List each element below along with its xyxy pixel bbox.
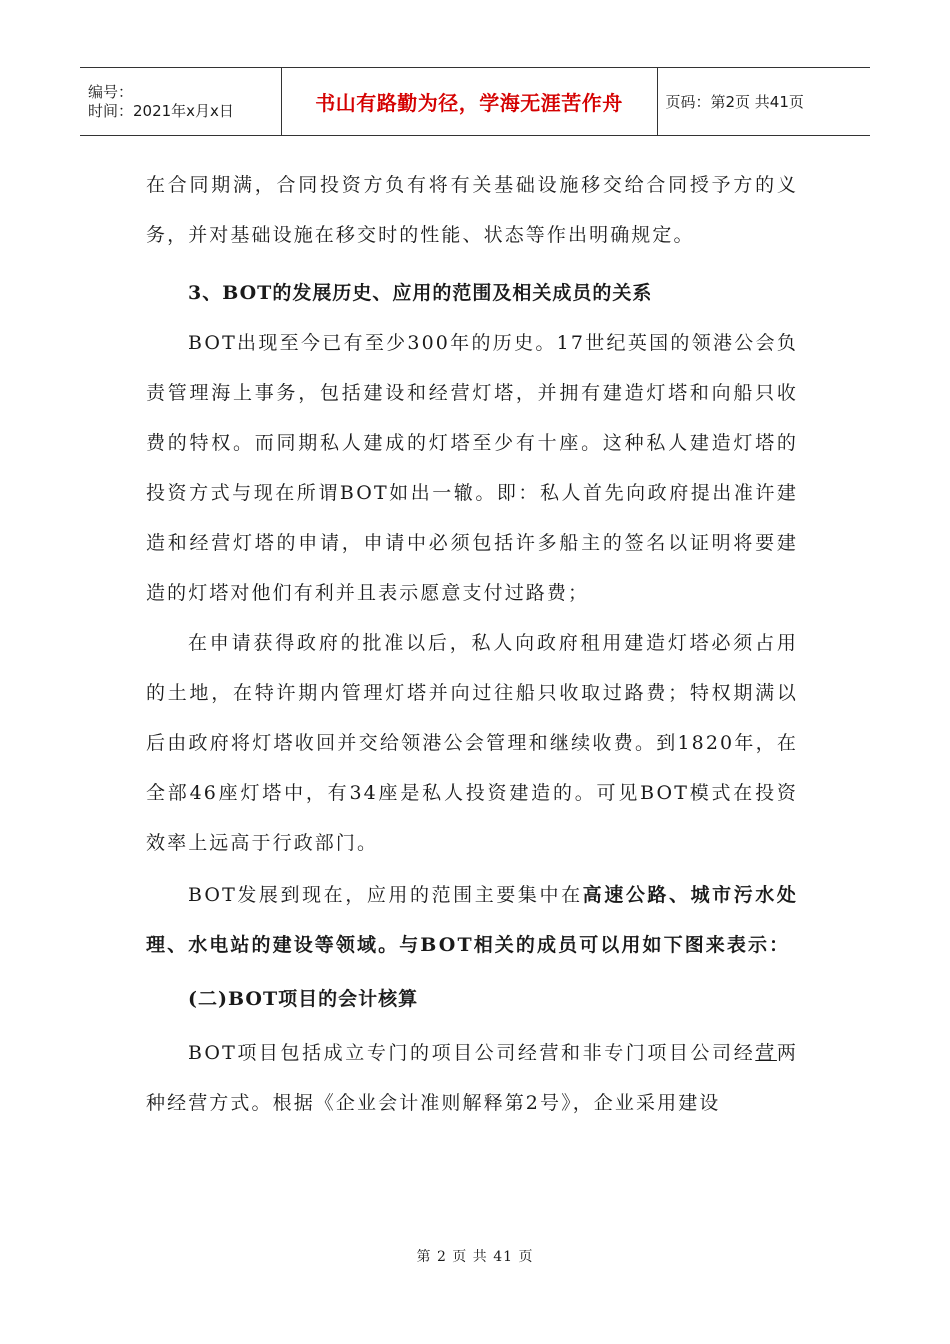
scope-emphasis-text: 高速公路、城市污水处理、水电站的建设等领域。与BOT相关的成员可以用如下图来表示： <box>146 884 798 956</box>
paragraph-contract-expiry: 在合同期满，合同投资方负有将有关基础设施移交给合同授予方的义务，并对基础设施在移交时的性能、状态等作出明确规定。 <box>146 174 798 246</box>
paragraph-bot-history: BOT出现至今已有至少300年的历史。17世纪英国的领港公会负责管理海上事务，包括建设和经营灯塔，并拥有建造灯塔和向船只收费的特权。而同期私人建成的灯塔至少有十座。这种私人建造灯塔的投资方式与现在所谓BOT如出一辙。即：私人首先向政府提出准许建造和经营灯塔的申请，申请中必须包括许多船主的签名以证明将要建造的灯塔对他们有利并且表示愿意支付过路费； <box>146 332 798 604</box>
accounting-text-b: 两种经营方式。根据《企业会计准则解释第2号》，企业采用建设 <box>146 1042 798 1114</box>
page-header <box>80 67 870 136</box>
accounting-text-a: BOT项目包括成立专门的项目公司经营和非专门项目公司经 <box>188 1042 756 1064</box>
paragraph-accounting <box>146 1028 798 1128</box>
document-body <box>146 160 798 1128</box>
paragraph-lighthouse-approval: 在申请获得政府的批准以后，私人向政府租用建造灯塔必须占用的土地，在特许期内管理灯塔并向过往船只收取过路费；特权期满以后由政府将灯塔收回并交给领港公会管理和继续收费。到1820年，在全部46座灯塔中，有34座是私人投资建造的。可见BOT模式在投资效率上远高于行政部门。 <box>146 632 798 854</box>
header-motto: 书山有路勤为径，学海无涯苦作舟 <box>281 68 657 136</box>
scope-intro-text: BOT发展到现在，应用的范围主要集中在 <box>188 884 583 906</box>
accounting-underlined-text: 营 <box>755 1042 777 1064</box>
section-heading-accounting: (二)BOT项目的会计核算 <box>188 988 419 1010</box>
header-meta <box>80 68 281 136</box>
header-page-number: 页码：第2页 共41页 <box>657 68 870 136</box>
paragraph-bot-scope <box>146 870 798 970</box>
page-footer: 第 2 页 共 41 页 <box>416 1249 534 1265</box>
section-heading-bot-history: 3、BOT的发展历史、应用的范围及相关成员的关系 <box>188 282 653 304</box>
document-number-label: 编号： <box>88 82 134 101</box>
document-date-label: 时间：2021年x月x日 <box>88 101 234 120</box>
